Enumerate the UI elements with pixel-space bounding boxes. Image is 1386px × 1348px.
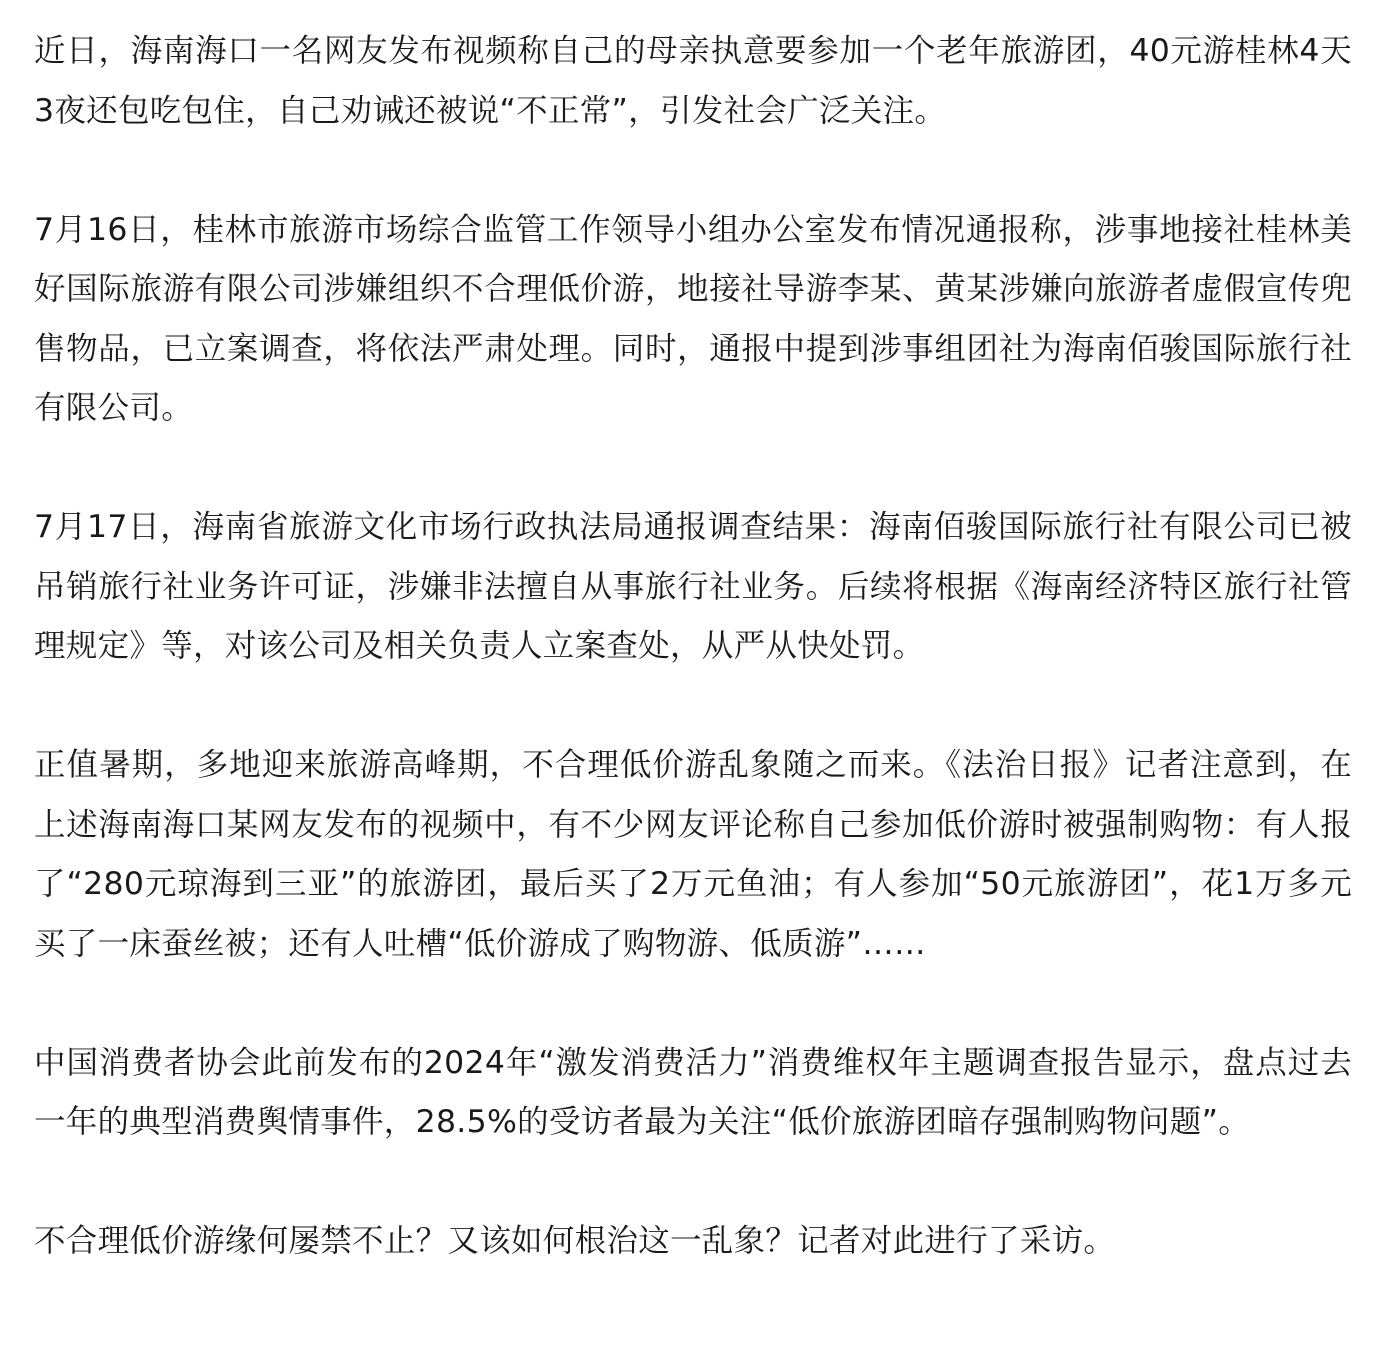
article-paragraph-summer-chaos: 正值暑期，多地迎来旅游高峰期，不合理低价游乱象随之而来。《法治日报》记者注意到，在上述海南海口某网友发布的视频中，有不少网友评论称自己参加低价游时被强制购物：有人报了“280元琼海到三亚”的旅游团，最后买了2万元鱼油；有人参加“50元旅游团”，花1万多元买了一床蚕丝被；还有人吐槽“低价游成了购物游、低质游”…… — [34, 747, 1352, 962]
article-paragraph-hainan-notice: 7月17日，海南省旅游文化市场行政执法局通报调查结果：海南佰骏国际旅行社有限公司已被吊销旅行社业务许可证，涉嫌非法擅自从事旅行社业务。后续将根据《海南经济特区旅行社管理规定》等，对该公司及相关负责人立案查处，从严从快处罚。 — [34, 509, 1352, 664]
article-paragraph-guilin-notice: 7月16日，桂林市旅游市场综合监管工作领导小组办公室发布情况通报称，涉事地接社桂林美好国际旅游有限公司涉嫌组织不合理低价游，地接社导游李某、黄某涉嫌向旅游者虚假宣传兜售物品，已立案调查，将依法严肃处理。同时，通报中提到涉事组团社为海南佰骏国际旅行社有限公司。 — [34, 211, 1352, 426]
article-paragraph-question: 不合理低价游缘何屡禁不止？又该如何根治这一乱象？记者对此进行了采访。 — [34, 1223, 1116, 1259]
article-paragraph-consumer-report: 中国消费者协会此前发布的2024年“激发消费活力”消费维权年主题调查报告显示，盘点过去一年的典型消费舆情事件，28.5%的受访者最为关注“低价旅游团暗存强制购物问题”。 — [34, 1044, 1352, 1140]
article-paragraph-intro: 近日，海南海口一名网友发布视频称自己的母亲执意要参加一个老年旅游团，40元游桂林4天3夜还包吃包住，自己劝诫还被说“不正常”，引发社会广泛关注。 — [34, 33, 1352, 129]
article-body — [34, 22, 1352, 1272]
